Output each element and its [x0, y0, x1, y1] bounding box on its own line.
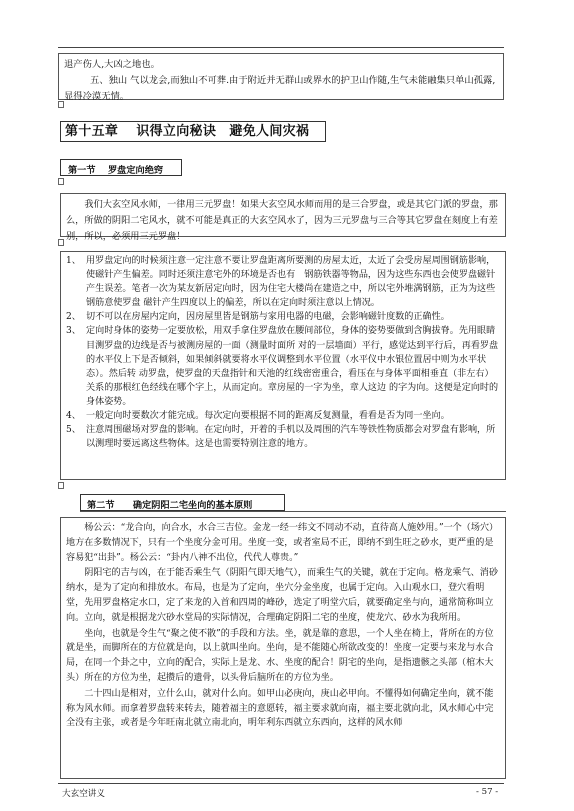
list-text: 一般定向时要数次才能完成。每次定向要根据不同的距离反复测量，看看是否为同一坐向。 — [86, 411, 450, 422]
block-marker — [58, 101, 64, 108]
footer-rule — [58, 783, 504, 784]
body-paragraph: 二十四山是相对，立什么山，就对什么向。如甲山必庚向，庚山必甲向。不懂得如何确定坐向，就不能称为风水师。而拿着罗盘转来转去，随着福主的意愿转，福主要求就向南，福主要北就向北，风水师心中完全没有主张，或者是今年旺南北就立南北向，明年利东西就立东西向，这样的风水师 — [66, 688, 494, 729]
list-item — [66, 310, 500, 324]
list-number: 5、 — [66, 425, 81, 436]
list-number: 4、 — [66, 411, 81, 422]
body-paragraph: 坐向，也就是令生气“聚之使不散”的手段和方法。坐，就是靠的意思，一个人坐在椅上，背所在的方位就是坐，而脚所在的方位就是向，以上就叫坐向。坐向，是不能随心所欲改变的！坐度一定要与来龙与水合局，在同一个卦之中，立向的配合，实际上是龙、水、坐度的配合！阴宅的坐向，是指遗骸之头部（棺木大头）所在的方位为坐，起攒后的遗骨，以头骨后脑所在的方位为坐。 — [66, 628, 494, 683]
block-marker — [58, 239, 64, 246]
list-number: 1、 — [66, 256, 81, 266]
chapter-title: 第十五章 识得立向秘诀 避免人间灾祸 — [60, 121, 326, 142]
block-marker — [58, 482, 64, 489]
section2-rule — [80, 511, 506, 512]
list-item — [66, 254, 500, 310]
footer-book-title: 大玄空讲义 — [62, 789, 105, 799]
header-rule — [58, 47, 504, 48]
list-text: 注意周围磁场对罗盘的影响。在定向时，开着的手机以及周围的汽车等铁性物质都会对罗盘有影响，所以测理时要远离这些物体。这是也需要特别注意的地方。 — [86, 425, 496, 450]
section1-title: 第一节 罗盘定向绝窍 — [68, 165, 164, 176]
section2-body — [60, 517, 506, 779]
list-number: 2、 — [66, 312, 81, 323]
list-text: 切不可以在房屋内定向，因房屋里皆是钢筋与家用电器的电磁，会影响磁针度数的正确性。 — [86, 312, 450, 323]
body-paragraph: 阴阳宅的吉与凶，在于能否乘生气（阴阳气即天地气），而乘生气的关键，就在于定向。格龙乘气、消砂纳水，是为了定向和排放水。布局，也是为了定向，坐穴分金坐度，也属于定向。入山观水口，登穴看明堂，先用罗盘格定水口，定了来龙的入首和四周的峰砂，选定了明堂穴后，就要确定坐与向，通常简称叫立向。立向，就是根据龙穴砂水堂局的实际情况，合理确定阴阳二宅的坐度，使龙穴、砂水为我所用。 — [66, 568, 498, 623]
section1-list — [60, 251, 506, 480]
section1-intro: 我们大玄空风水师，一律用三元罗盘！如果大玄空风水师而用的是三合罗盘，或是其它门派的罗盘，那么，所做的阴阳二宅风水，就不可能是真正的大玄空风水了，因为三元罗盘与三合等其它罗盘在刻度上有差别，所以，必须用三元罗盘！ — [60, 193, 506, 237]
page-number: - 57 - — [476, 787, 499, 797]
section2-title: 第二节 确定阴阳二宅坐向的基本原则 — [87, 500, 253, 511]
continuation-line-2: 五、独山 气以龙会,而独山不可葬.由于附近并无群山或界水的护卫山作随,生气未能融集只单山孤露,显得冷漠无情。 — [64, 75, 496, 102]
list-text: 定向时身体的姿势一定要放松，用双手拿住罗盘放在腰间部位，身体的姿势要做到含胸拔脊。先用眼睛目测罗盘的边线是否与被测房屋的一面（测量时面所 对的一层墙面）平行，感觉达到平行后，再看罗盘的水平仪上下是否倾斜，如果倾斜就要将水平仪调整到水平位置（水平仪中水银位置居中则为水平状态）。然后转 动罗盘，使罗盘的天盘指针和天池的红线密密重合，看压在与身体平面相垂直（非左右）关系的那根红色经线在哪个字上，从而定向。章房屋的一字为坐，章人这边 的字为向。这便是定向时的身体姿势。 — [86, 326, 499, 407]
continuation-line-1: 退产伤人,大凶之地也。 — [64, 59, 160, 70]
block-marker — [58, 178, 64, 185]
continuation-block — [58, 53, 504, 100]
list-item — [66, 324, 500, 409]
body-paragraph: 杨公云：“龙合向，向合水，水合三吉位。金龙一经一纬文不同动不动，直待高人施妙用。”一个（场穴）地方在多数情况下，只有一个坐度分金可用。坐度一变，或者室局不正，即纳不到生旺之砂水，更严重的是容易犯“出卦”。杨公云：“卦内八神不出位，代代人尊贵。” — [66, 523, 499, 563]
list-item — [66, 423, 500, 451]
list-item — [66, 409, 500, 423]
list-text: 用罗盘定向的时候须注意一定注意不要让罗盘距离所要测的房屋太近，太近了会受房屋周围钢筋影响，使磁针产生偏差。同时还须注意宅外的环境是否也有 钢筋铁器等物品，因为这些东西也会使罗盘磁针产生误差。笔者一次为某友新居定向时，因为住宅大楼尚在建造之中，所以宅外堆满钢筋，正为为这些钢筋意使罗盘 磁针产生四度以上的偏差，所以在定向时须注意以上情况。 — [86, 256, 496, 309]
list-number: 3、 — [66, 326, 81, 337]
